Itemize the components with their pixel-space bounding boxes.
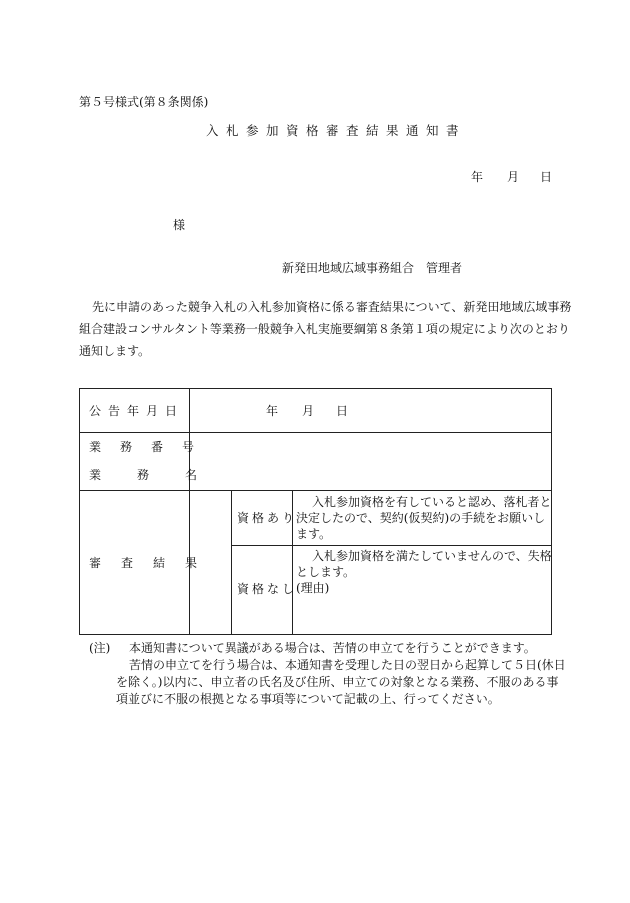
sender: 新発田地域広域事務組合 管理者 [282, 261, 463, 275]
table-col-rule-1 [189, 388, 190, 635]
body-line-2: 組合建設コンサルタント等業務一般競争入札実施要綱第８条第１項の規定により次のとおり [79, 322, 570, 336]
notice-date-year: 年 [266, 404, 279, 418]
notes-line-3: を除く。)以内に、申立者の氏名及び住所、申立ての対象となる業務、不服のある事 [116, 675, 559, 689]
not-qualified-label: 資格なし [237, 582, 298, 596]
notice-date-day: 日 [336, 404, 349, 418]
qualified-label: 資格あり [237, 511, 298, 525]
table-border-top [79, 388, 552, 389]
form-number: 第５号様式(第８条関係) [79, 95, 209, 109]
body-line-1: 先に申請のあった競争入札の入札参加資格に係る審査結果について、新発田地域広域事務 [92, 300, 572, 314]
body-line-3: 通知します。 [79, 344, 151, 358]
not-qualified-text-line-2: とします。 [296, 565, 356, 579]
work-name-label: 業務名 [89, 468, 234, 482]
body-paragraph [79, 296, 572, 362]
not-qualified-text-line-3: (理由) [296, 581, 330, 595]
notice-date-label-text: 公告年月日 [89, 404, 185, 418]
table-border-left [79, 388, 80, 635]
qualified-text-line-1: 入札参加資格を有していると認め、落札者と [312, 495, 552, 509]
notes-line-2: 苦情の申立てを行う場合は、本通知書を受理した日の翌日から起算して５日(休日 [129, 658, 566, 672]
notes-line-1-text: 本通知書について異議がある場合は、苦情の申立てを行うことができます。 [129, 641, 536, 655]
date-month: 月 [507, 170, 520, 184]
table-border-bottom [79, 634, 552, 635]
qualified-text [296, 494, 552, 542]
notes [79, 640, 566, 708]
notes-line-4: 項並びに不服の根拠となる事項等について記載の上、行ってください。 [116, 692, 500, 706]
notice-date-label [89, 404, 185, 418]
table-rule-2 [79, 490, 552, 491]
qualified-text-line-3: ます。 [296, 527, 332, 541]
date-year: 年 [471, 170, 484, 184]
qualified-text-line-2: 決定したので、契約(仮契約)の手続をお願いし [296, 511, 546, 525]
notes-line-1 [79, 640, 559, 657]
addressee-suffix: 様 [173, 218, 186, 232]
not-qualified-text-line-1: 入札参加資格を満たしていませんので、失格 [312, 549, 552, 563]
date-day: 日 [540, 170, 553, 184]
notes-marker: (注) [89, 641, 111, 655]
table-rule-3 [231, 545, 552, 546]
not-qualified-text [296, 548, 552, 596]
table-rule-1 [79, 432, 552, 433]
table-col-rule-2 [231, 490, 232, 635]
notice-date-month: 月 [302, 404, 315, 418]
work-number-label: 業務番号 [89, 440, 214, 454]
document-title: 入札参加資格審査結果通知書 [206, 123, 467, 138]
result-label: 審査結果 [89, 556, 218, 570]
